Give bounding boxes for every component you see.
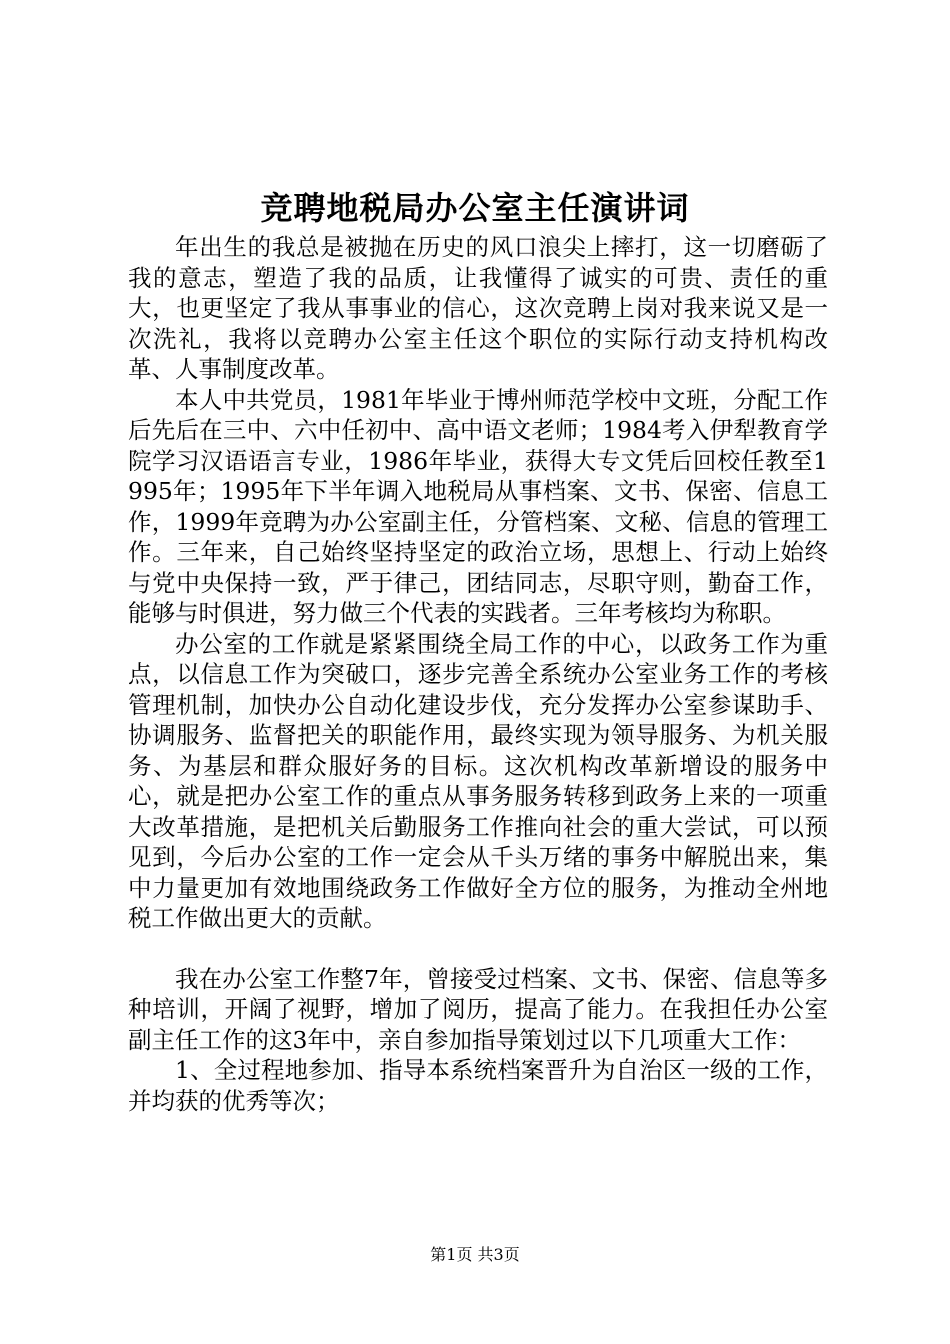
document-title: 竞聘地税局办公室主任演讲词 bbox=[260, 189, 690, 227]
document-body bbox=[128, 232, 828, 1116]
paragraph-4: 我在办公室工作整7年，曾接受过档案、文书、保密、信息等多种培训，开阔了视野，增加了阅历，提高了能力。在我担任办公室副主任工作的这3年中，亲自参加指导策划过以下几项重大工作： bbox=[128, 964, 828, 1054]
paragraph-3: 办公室的工作就是紧紧围绕全局工作的中心，以政务工作为重点，以信息工作为突破口，逐步完善全系统办公室业务工作的考核管理机制，加快办公自动化建设步伐，充分发挥办公室参谋助手、协调服务、监督把关的职能作用，最终实现为领导服务、为机关服务、为基层和群众服好务的目标。这次机构改革新增设的服务中心，就是把办公室工作的重点从事务服务转移到政务上来的一项重大改革措施，是把机关后勤服务工作推向社会的重大尝试，可以预见到，今后办公室的工作一定会从千头万绪的事务中解脱出来，集中力量更加有效地围绕政务工作做好全方位的服务，为推动全州地税工作做出更大的贡献。 bbox=[128, 629, 828, 932]
page-footer: 第1页 共3页 bbox=[430, 1245, 520, 1264]
paragraph-2: 本人中共党员，1981年毕业于博州师范学校中文班，分配工作后先后在三中、六中任初中、高中语文老师；1984考入伊犁教育学院学习汉语语言专业，1986年毕业，获得大专文凭后回校任教至1995年；1995年下半年调入地税局从事档案、文书、保密、信息工作，1999年竞聘为办公室副主任，分管档案、文秘、信息的管理工作。三年来，自己始终坚持坚定的政治立场，思想上、行动上始终与党中央保持一致，严于律己，团结同志，尽职守则，勤奋工作，能够与时俱进，努力做三个代表的实践者。三年考核均为称职。 bbox=[128, 385, 828, 627]
paragraph-spacer bbox=[128, 934, 828, 964]
list-item-1: 1、全过程地参加、指导本系统档案晋升为自治区一级的工作，并均获的优秀等次； bbox=[128, 1056, 828, 1115]
paragraph-1: 年出生的我总是被抛在历史的风口浪尖上摔打，这一切磨砺了我的意志，塑造了我的品质，让我懂得了诚实的可贵、责任的重大，也更坚定了我从事事业的信心，这次竞聘上岗对我来说又是一次洗礼，我将以竞聘办公室主任这个职位的实际行动支持机构改革、人事制度改革。 bbox=[128, 233, 828, 383]
